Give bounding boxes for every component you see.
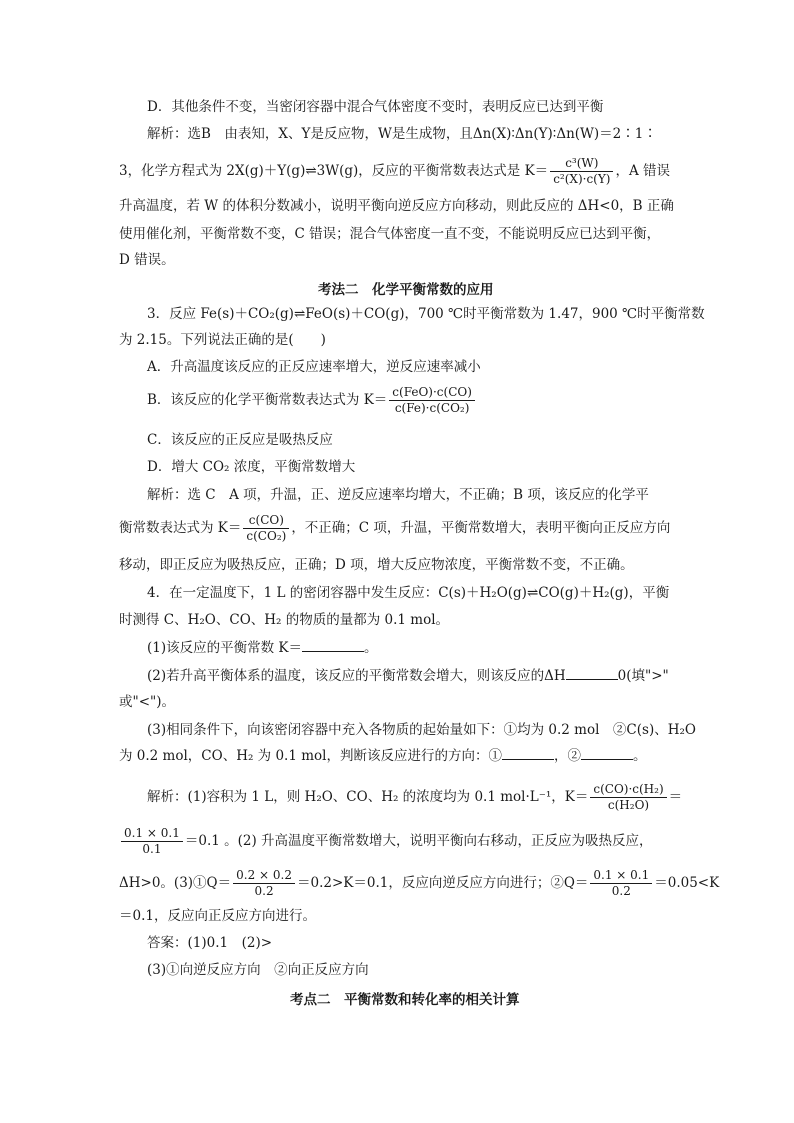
option-d-text: D．其他条件不变，当密闭容器中混合气体密度不变时，表明反应已达到平衡 bbox=[147, 99, 604, 115]
answer-blank[interactable] bbox=[502, 746, 554, 760]
q4-line2: 时测得 C、H₂O、CO、H₂ 的物质的量都为 0.1 mol。 bbox=[119, 612, 450, 628]
answer1-line3: 升高温度，若 W 的体积分数减小，说明平衡向逆反应方向移动，则此反应的 ΔH<0，B 正确 bbox=[119, 198, 674, 214]
q4-sub3-line2 bbox=[119, 746, 646, 766]
answer1-line2-end: ，A 错误 bbox=[615, 163, 670, 179]
fraction-numerator: c(CO)·c(H₂) bbox=[590, 782, 666, 798]
q3-option-b bbox=[147, 385, 477, 416]
q3-line2: 为 2.15。下列说法正确的是( ) bbox=[119, 332, 326, 348]
answer4-line1 bbox=[147, 782, 682, 813]
q3-option-d: D．增大 CO₂ 浓度，平衡常数增大 bbox=[147, 459, 356, 475]
fraction-numerator: 0.1 × 0.1 bbox=[590, 868, 652, 884]
fraction-numerator: c(FeO)·c(CO) bbox=[389, 385, 475, 401]
fraction-numerator: c(CO) bbox=[243, 513, 289, 529]
answer4-fraction-2 bbox=[233, 868, 295, 899]
q4-sub2 bbox=[147, 666, 669, 686]
q4-sub1-end: 。 bbox=[364, 640, 378, 656]
fraction-denominator: 0.2 bbox=[254, 884, 274, 898]
answer3-text: 衡常数表达式为 K＝ bbox=[119, 520, 242, 536]
answer3-line2 bbox=[119, 513, 670, 544]
section-heading-2: 考法二 化学平衡常数的应用 bbox=[318, 282, 494, 298]
answer-blank[interactable] bbox=[302, 638, 364, 652]
answer3-fraction bbox=[243, 513, 289, 544]
q4-sub2-hint: 0(填">" bbox=[617, 668, 669, 684]
answer-key-line2: (3)①向逆反应方向 ②向正反应方向 bbox=[147, 962, 369, 978]
q4-sub3-text: 为 0.2 mol，CO、H₂ 为 0.1 mol，判断该反应进行的方向：① bbox=[119, 748, 502, 764]
fraction-numerator: 0.2 × 0.2 bbox=[233, 868, 295, 884]
fraction-denominator: c(CO₂) bbox=[246, 529, 287, 543]
answer1-line5: D 错误。 bbox=[119, 252, 175, 268]
answer-blank[interactable] bbox=[581, 746, 633, 760]
answer3-line1: 解析：选 C A 项，升温，正、逆反应速率均增大，不正确；B 项，该反应的化学平 bbox=[147, 487, 649, 503]
q3-option-a: A．升高温度该反应的正反应速率增大，逆反应速率减小 bbox=[147, 359, 481, 375]
answer4-line3-mid: ＝0.2>K＝0.1，反应向逆反应方向进行；②Q＝ bbox=[296, 875, 589, 891]
answer4-line3 bbox=[119, 868, 719, 899]
fraction-numerator: c³(W) bbox=[550, 156, 613, 172]
option-b-fraction bbox=[389, 385, 475, 416]
answer4-fraction-3 bbox=[590, 868, 652, 899]
answer4-line2-text: ＝0.1 。(2) 升高温度平衡常数增大，说明平衡向右移动，正反应为吸热反应， bbox=[184, 833, 653, 849]
answer1-line2 bbox=[119, 156, 670, 187]
fraction-numerator: 0.1 × 0.1 bbox=[121, 826, 183, 842]
q3-reactants: 3．反应 Fe(s)＋CO₂(g) bbox=[147, 306, 294, 322]
q3-option-c: C．该反应的正反应是吸热反应 bbox=[147, 432, 333, 448]
fraction-denominator: 0.2 bbox=[611, 884, 631, 898]
fraction-denominator: c(Fe)·c(CO₂) bbox=[394, 401, 470, 415]
q4-sub3-end: 。 bbox=[632, 748, 647, 764]
equilibrium-arrow-icon: ⇌ bbox=[526, 585, 539, 601]
equation-left: 3，化学方程式为 2X(g)＋Y(g) bbox=[119, 163, 306, 179]
q4-products: CO(g)＋H₂(g)，平衡 bbox=[538, 585, 670, 601]
answer1-line1: 解析：选B 由表知，X、Y是反应物，W是生成物，且Δn(X)∶Δn(Y)∶Δn(W)＝2∶1∶ bbox=[147, 126, 657, 142]
option-b-text: B．该反应的化学平衡常数表达式为 K＝ bbox=[147, 392, 388, 408]
q4-sub2-text: (2)若升高平衡体系的温度，该反应的平衡常数会增大，则该反应的ΔH bbox=[147, 668, 566, 684]
section-heading-3: 考点二 平衡常数和转化率的相关计算 bbox=[290, 992, 520, 1008]
answer1-line4: 使用催化剂，平衡常数不变，C 错误；混合气体密度一直不变，不能说明反应已达到平衡， bbox=[119, 226, 661, 242]
q4-sub1-text: (1)该反应的平衡常数 K＝ bbox=[147, 640, 302, 656]
q4-sub1 bbox=[147, 638, 378, 658]
answer-key-line1: 答案：(1)0.1 (2)> bbox=[147, 935, 273, 951]
answer4-line4: ＝0.1，反应向正反应方向进行。 bbox=[119, 908, 316, 924]
q3-line1 bbox=[147, 304, 705, 324]
answer4-fraction-1 bbox=[121, 826, 183, 857]
answer3-text-end: ，不正确；C 项，升温，平衡常数增大，表明平衡向正反应方向 bbox=[291, 520, 671, 536]
q4-sub3-line1: (3)相同条件下，向该密闭容器中充入各物质的起始量如下：①均为 0.2 mol ②C(s)、H₂O bbox=[147, 722, 696, 738]
q4-line1 bbox=[147, 583, 669, 603]
q4-sub3-sep: ，② bbox=[553, 748, 581, 764]
answer-blank[interactable] bbox=[566, 666, 618, 680]
answer4-equals: ＝ bbox=[668, 789, 683, 805]
q4-reactants: 4．在一定温度下，1 L 的密闭容器中发生反应：C(s)＋H₂O(g) bbox=[147, 585, 527, 601]
fraction-denominator: c²(X)·c(Y) bbox=[553, 172, 611, 186]
equation-right: 3W(g)，反应的平衡常数表达式是 K＝ bbox=[316, 163, 549, 179]
fraction-denominator: c(H₂O) bbox=[607, 798, 650, 812]
answer4-k-fraction bbox=[590, 782, 666, 813]
equilibrium-arrow-icon: ⇌ bbox=[305, 163, 317, 179]
fraction-denominator: 0.1 bbox=[142, 842, 162, 856]
answer4-line2 bbox=[119, 826, 653, 857]
k-expression-fraction bbox=[550, 156, 613, 187]
q4-sub2-cont: 或"<")。 bbox=[119, 694, 175, 710]
answer4-text: 解析：(1)容积为 1 L，则 H₂O、CO、H₂ 的浓度均为 0.1 mol·L⁻¹，K＝ bbox=[147, 789, 589, 805]
answer3-line3: 移动，即正反应为吸热反应，正确；D 项，增大反应物浓度，平衡常数不变，不正确。 bbox=[119, 557, 634, 573]
equilibrium-arrow-icon: ⇌ bbox=[293, 306, 306, 322]
answer4-line3-end: ＝0.05<K bbox=[654, 875, 720, 891]
q3-products: FeO(s)＋CO(g)，700 ℃时平衡常数为 1.47，900 ℃时平衡常数 bbox=[305, 306, 705, 322]
answer4-line3-start: ΔH>0。(3)①Q＝ bbox=[119, 875, 232, 891]
